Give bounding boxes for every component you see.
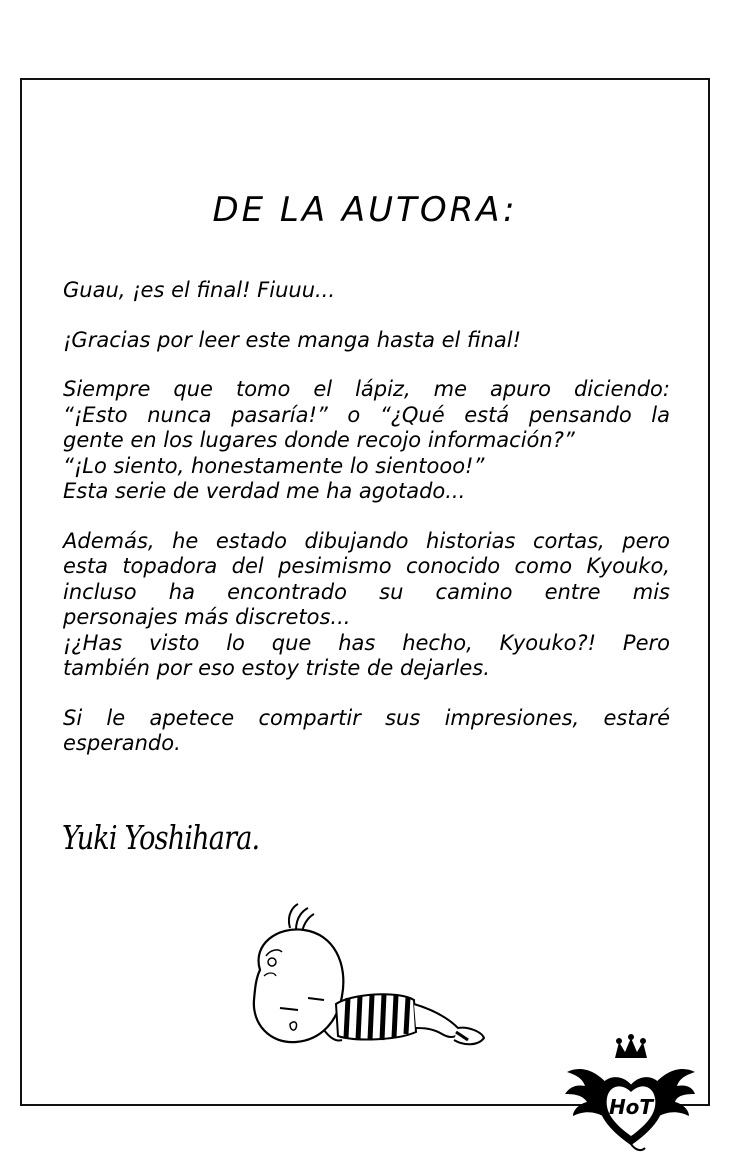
text-line: ¡¿Has visto lo que has hecho, Kyouko?! Pero — [63, 630, 670, 655]
scanlation-group-logo — [565, 1032, 695, 1156]
page-title: DE LA AUTORA: — [212, 190, 518, 230]
text-line: Además, he estado dibujando historias cortas, pero — [63, 528, 670, 553]
text-line: esperando. — [63, 731, 181, 755]
text-line: “¡Lo siento, honestamente lo sientooo!” — [63, 453, 485, 478]
chibi-character-illustration — [238, 900, 498, 1080]
text-line: personajes más discretos... — [63, 605, 351, 629]
text-line: Si le apetece compartir sus impresiones, estaré — [63, 705, 670, 730]
text-line: Esta serie de verdad me ha agotado... — [63, 479, 466, 503]
paragraph-4 — [63, 529, 670, 682]
text-line: esta topadora del pesimismo conocido como Kyouko, — [63, 554, 670, 578]
text-line: Siempre que tomo el lápiz, me apuro diciendo: — [63, 377, 670, 401]
text-line: también por eso estoy triste de dejarles. — [63, 656, 490, 680]
text-line: ¡Gracias por leer este manga hasta el final! — [63, 327, 522, 352]
paragraph-3 — [63, 377, 670, 505]
paragraph-2 — [63, 328, 670, 354]
author-signature: Yuki Yoshihara. — [62, 818, 260, 857]
text-line: Guau, ¡es el final! Fiuuu... — [63, 278, 336, 302]
text-line: gente en los lugares donde recojo información?” — [63, 428, 575, 452]
paragraph-1 — [63, 278, 670, 304]
logo-text: HoT — [608, 1095, 654, 1119]
paragraph-5 — [63, 706, 670, 757]
text-line: “¡Esto nunca pasaría!” o “¿Qué está pensando la — [63, 402, 670, 427]
author-note-body — [63, 278, 670, 781]
text-line: incluso ha encontrado su camino entre mis — [63, 579, 670, 604]
